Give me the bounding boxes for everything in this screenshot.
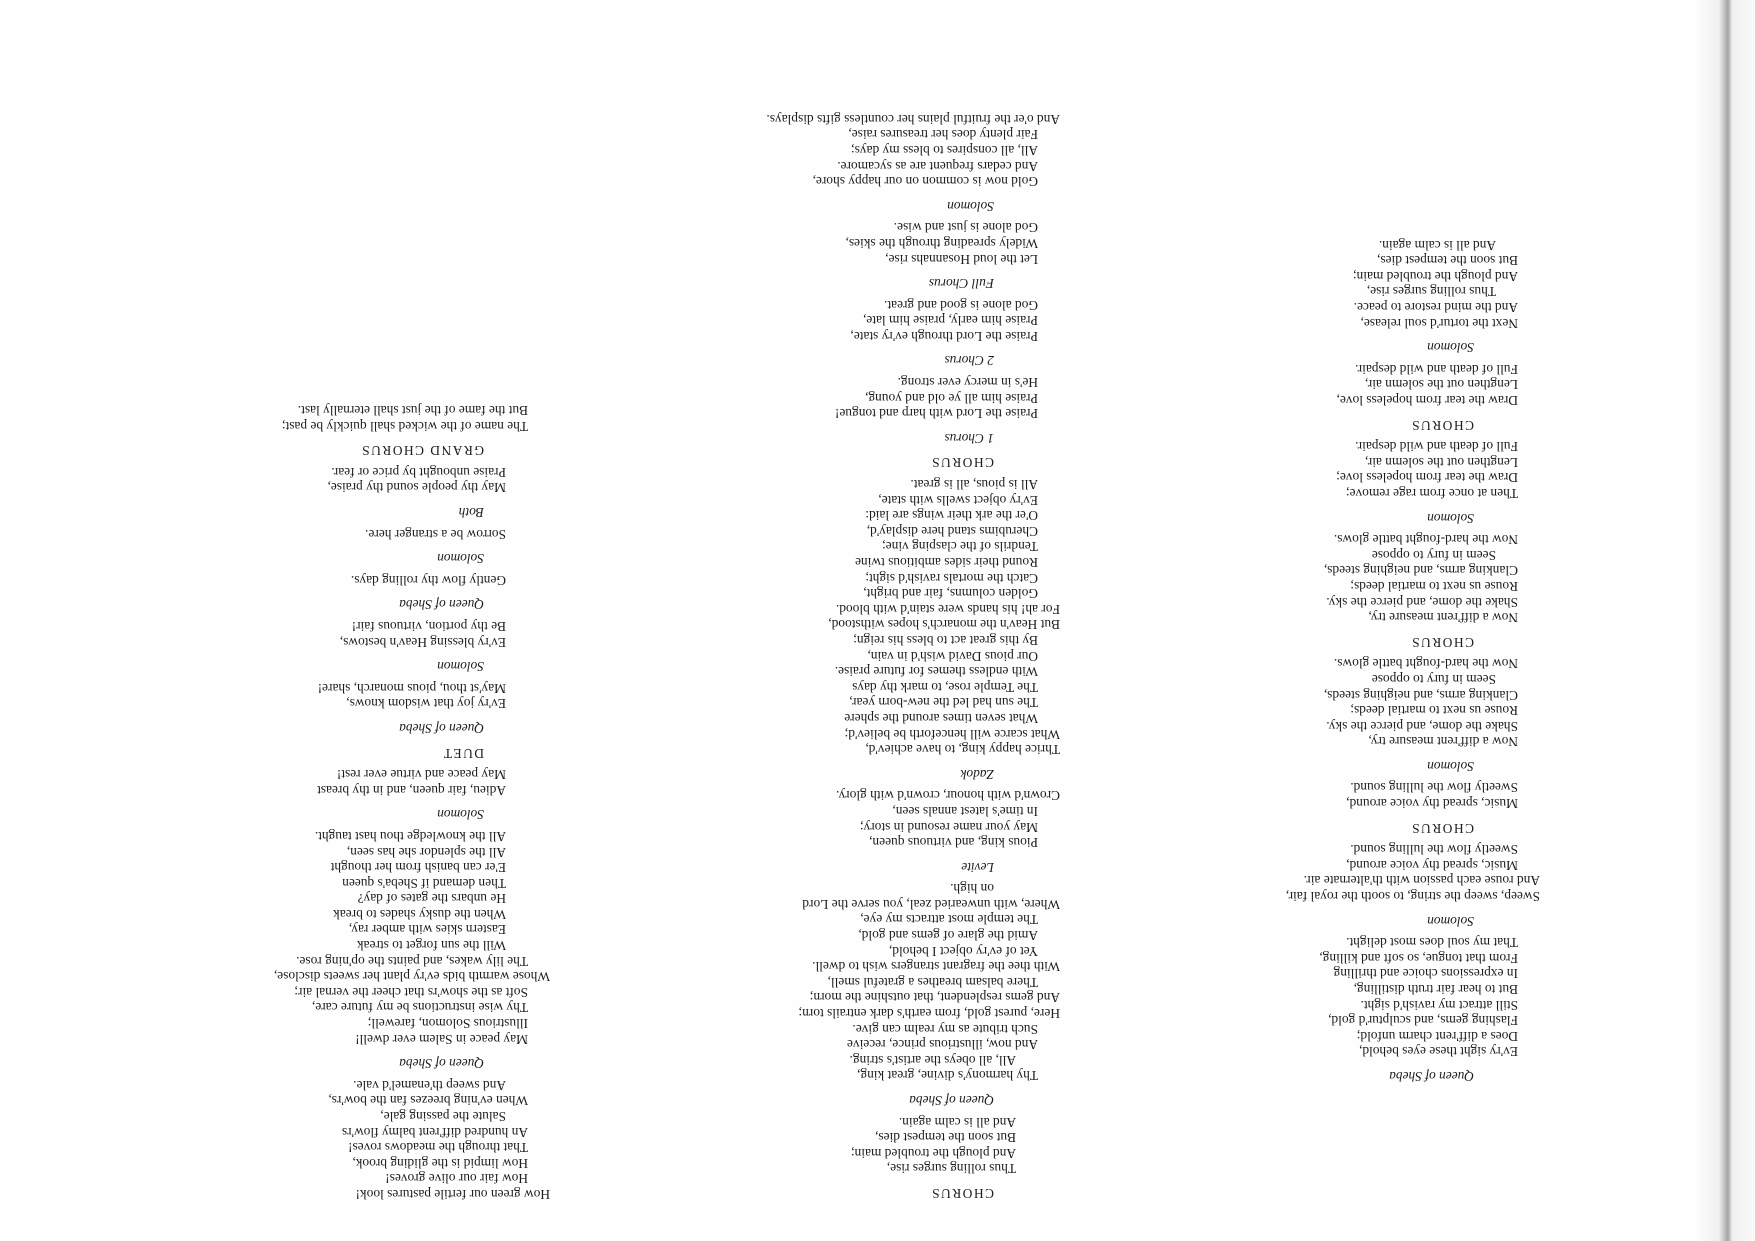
- verse-line: Be thy portion, virtuous fair!: [351, 619, 506, 634]
- verse-line: The name of the wicked shall quickly be past;: [281, 418, 528, 434]
- speaker-heading: Solomon: [947, 198, 994, 214]
- verse-line: All the knowledge thou hast taught.: [314, 828, 506, 844]
- verse-line: Music, spread thy voice around,: [1346, 857, 1518, 873]
- verse-line: An hundred diff'rent balmy flow'rs: [341, 1124, 528, 1140]
- verse-line: And plough the troubled main;: [850, 1145, 1016, 1161]
- verse-line: But Heav'n the monarch's hopes withstood,: [828, 617, 1060, 633]
- speaker-heading: Solomon: [1427, 913, 1474, 929]
- verse-line: What seven times around the sphere: [844, 710, 1038, 726]
- verse-line: In expressions choice and thrilling: [1333, 966, 1518, 982]
- verse-line: Ev'ry sight these eyes behold,: [1359, 1044, 1518, 1060]
- verse-line: He unbars the gates of day?: [357, 891, 506, 907]
- verse-line: Flashing gems, and sculptur'd gold,: [1328, 1013, 1518, 1029]
- verse-line: May'st thou, pious monarch, share!: [317, 680, 506, 696]
- verse-line: He's in mercy ever strong.: [897, 375, 1038, 391]
- verse-line: Seem in fury to oppose: [1371, 547, 1496, 563]
- libretto-column-right: [274, 402, 550, 1202]
- verse-line: Draw the tear from hopeless love;: [1336, 470, 1518, 486]
- verse-line: When the dusky shades to break: [333, 906, 506, 922]
- speaker-heading: Full Chorus: [928, 276, 994, 292]
- verse-line: O'er the ark their wings are laid:: [865, 508, 1038, 524]
- speaker-heading: Solomon: [437, 807, 484, 823]
- verse-line: And plough the troubled main;: [1352, 268, 1518, 284]
- verse-line: Our pious David wish'd in vain,: [867, 648, 1038, 664]
- verse-line: Here, purest gold, from earth's dark entrails torn;: [798, 1006, 1060, 1022]
- verse-line: For ah! his hands were stain'd with blood.: [835, 601, 1060, 617]
- section-heading: CHORUS: [930, 1186, 994, 1201]
- verse-line: But the fame of the just shall eternally last.: [297, 403, 528, 419]
- verse-line: May your name resound in story;: [859, 819, 1038, 835]
- verse-line: Lengthen out the solemn air,: [1364, 377, 1518, 393]
- verse-line: Sweep, sweep the string, to sooth the royal fair,: [1285, 889, 1540, 905]
- verse-line: Fair plenty does her treasures raise,: [848, 127, 1038, 143]
- verse-line: The lily wakes, and paints the op'ning rose.: [296, 953, 528, 969]
- verse-line: Draw the tear from hopeless love,: [1336, 393, 1518, 409]
- verse-line: Praise him all ye old and young,: [865, 390, 1038, 406]
- verse-line: Praise unbought by price or fear.: [331, 464, 506, 480]
- speaker-heading: Queen of Sheba: [399, 1056, 484, 1072]
- verse-line: Rouse us next to martial deeds;: [1350, 578, 1518, 594]
- verse-line: Sorrow be a stranger here.: [365, 526, 506, 542]
- verse-line: The Temple rose, to mark thy days: [852, 679, 1038, 695]
- speaker-heading: Solomon: [1427, 340, 1474, 356]
- verse-line: Ev'ry object swells with state,: [878, 492, 1038, 508]
- verse-line: Whose warmth bids ev'ry plant her sweets disclose,: [273, 969, 550, 985]
- verse-line: Catch the mortals ravish'd sight;: [865, 570, 1038, 586]
- verse-line: Music, spread thy voice around,: [1346, 796, 1518, 812]
- speaker-heading: Solomon: [437, 659, 484, 675]
- verse-line: Cherubims stand here display'd,: [866, 523, 1038, 539]
- verse-line: Gold now is common on our happy shore,: [812, 174, 1038, 190]
- verse-line: When ev'ning breezes fan the bow'rs,: [328, 1093, 528, 1109]
- verse-line: Next the tortur'd soul release,: [1360, 315, 1518, 331]
- verse-line: With thee the fragrant strangers wish to dwell.: [812, 959, 1060, 975]
- verse-line: In time's latest annals seen,: [892, 803, 1038, 819]
- verse-line: Rouse us next to martial deeds;: [1350, 703, 1518, 719]
- verse-line: Clanking arms, and neighing steeds,: [1323, 687, 1518, 703]
- verse-line: How limpid is the gliding brook,: [352, 1155, 528, 1171]
- verse-line: Thy harmony's divine, great king,: [857, 1068, 1038, 1084]
- verse-line: And the mind restore to peace.: [1353, 300, 1518, 316]
- verse-line: Ev'ry blessing Heav'n bestows,: [339, 634, 506, 650]
- speaker-heading: Queen of Sheba: [399, 720, 484, 736]
- speaker-heading: 2 Chorus: [944, 353, 994, 369]
- verse-line: But soon the tempest dies,: [1377, 253, 1518, 269]
- verse-line: All the splendor she has seen,: [346, 844, 506, 860]
- verse-line: With endless themes for future praise.: [834, 664, 1038, 680]
- verse-line: By this great act to bless his reign;: [853, 633, 1038, 648]
- verse-line: All is pious, all is great.: [910, 477, 1038, 493]
- verse-line: That my soul does most delight.: [1346, 935, 1518, 951]
- verse-line: The temple most attracts my eye,: [860, 912, 1038, 928]
- verse-line: God alone is good and great.: [884, 297, 1038, 313]
- verse-line: May thy people sound thy praise,: [327, 480, 506, 496]
- speaker-heading: Solomon: [1427, 510, 1474, 526]
- libretto-column-left: [1286, 237, 1540, 1084]
- verse-line: Now a diff'rent measure try,: [1368, 610, 1518, 626]
- verse-line: Then demand if Sheba's queen: [342, 875, 506, 891]
- verse-line: Praise the Lord with harp and tongue!: [834, 406, 1038, 422]
- verse-line: But soon the tempest dies,: [875, 1130, 1016, 1146]
- verse-line: And all is calm again.: [898, 1114, 1016, 1130]
- verse-line: Soft as the show'rs that cheer the vernal air;: [294, 984, 528, 1000]
- verse-line: E'er can banish from her thought: [330, 860, 506, 876]
- verse-line: Gently flow thy rolling days.: [350, 572, 506, 588]
- section-heading: CHORUS: [1410, 417, 1474, 433]
- verse-line: From that tongue, so soft and killing,: [1319, 950, 1518, 966]
- verse-line: Widely spreading through the skies,: [845, 235, 1038, 251]
- verse-line: Crown'd with honour, crown'd with glory.: [836, 788, 1060, 804]
- verse-line: Illustrious Solomon, farewell;: [367, 1016, 528, 1032]
- verse-line: Sweetly flow the lulling sound.: [1350, 842, 1518, 858]
- verse-line: And all is calm again.: [1378, 237, 1496, 253]
- verse-line: God alone is just and wise.: [893, 220, 1038, 236]
- speaker-heading: Queen of Sheba: [909, 1093, 994, 1109]
- verse-line: Thy wise instructions be my future care,: [311, 1000, 528, 1016]
- verse-line: Shake the dome, and pierce the sky.: [1326, 718, 1518, 734]
- verse-line: Shake the dome, and pierce the sky.: [1326, 594, 1518, 610]
- verse-line: And cedars frequent are as sycamore.: [837, 158, 1038, 174]
- verse-line: And sweep th'enamel'd vale.: [353, 1077, 506, 1093]
- verse-line: Ev'ry joy that wisdom knows,: [346, 696, 506, 712]
- verse-line: Eastern skies with amber ray,: [348, 922, 506, 938]
- verse-line: Yet of ev'ry object I behold,: [888, 943, 1038, 959]
- verse-line: Still attract my ravish'd sight.: [1360, 997, 1518, 1013]
- verse-line: All, all conspires to bless my days;: [850, 142, 1038, 158]
- speaker-heading: 1 Chorus: [944, 430, 994, 446]
- verse-line: And gems resplendent, that outshine the morn;: [809, 990, 1060, 1006]
- verse-line: Clanking arms, and neighing steeds,: [1323, 563, 1518, 579]
- verse-line: Let the loud Hosannahs rise,: [885, 251, 1038, 267]
- verse-line: Sweetly flow the lulling sound.: [1350, 780, 1518, 796]
- verse-line: Where, with unwearied zeal, you serve the Lord: [802, 896, 1060, 912]
- verse-line: Full of death and wild despair.: [1355, 361, 1518, 377]
- verse-line: How fair our olive groves!: [385, 1171, 528, 1187]
- verse-line: Lengthen out the solemn air,: [1364, 454, 1518, 470]
- verse-line: on high.: [950, 881, 994, 897]
- page-fold-shadow: [1695, 0, 1755, 1241]
- verse-line: Does a diff'rent charm unfold;: [1356, 1028, 1518, 1044]
- verse-line: Pious king, and virtuous queen,: [869, 835, 1038, 851]
- speaker-heading: Queen of Sheba: [1389, 1069, 1474, 1084]
- section-heading: CHORUS: [930, 455, 994, 471]
- verse-line: Now the hard-fought battle glows.: [1333, 656, 1518, 672]
- section-heading: DUET: [442, 745, 484, 761]
- verse-line: May peace and virtue ever rest!: [336, 767, 506, 783]
- speaker-heading: Both: [458, 505, 484, 521]
- verse-line: Now a diff'rent measure try,: [1368, 734, 1518, 750]
- verse-line: Adieu, fair queen, and in thy breast: [317, 782, 506, 798]
- verse-line: And rouse each passion with th'alternate air.: [1303, 873, 1540, 889]
- verse-line: Round their sides ambitious twine: [855, 555, 1038, 571]
- verse-line: Full of death and wild despair.: [1355, 439, 1518, 455]
- section-heading: CHORUS: [1410, 634, 1474, 650]
- verse-line: Tendrils of the clasping vine;: [882, 539, 1038, 555]
- verse-line: Thus rolling surges rise,: [886, 1161, 1016, 1177]
- verse-line: Golden columns, fair and bright,: [863, 586, 1038, 602]
- verse-line: All, all obeys the artist's string.: [849, 1052, 1016, 1068]
- verse-line: And now, illustrious prince, receive: [846, 1037, 1038, 1053]
- section-heading: CHORUS: [1410, 820, 1474, 836]
- verse-line: Amid the glare of gems and gold,: [858, 928, 1038, 944]
- verse-line: That through the meadows roves!: [348, 1140, 528, 1156]
- speaker-heading: Solomon: [437, 551, 484, 567]
- verse-line: Now the hard-fought battle glows.: [1333, 532, 1518, 548]
- verse-line: Such tribute as my realm can give.: [852, 1021, 1038, 1037]
- verse-line: But to hear fair truth distilling,: [1353, 982, 1518, 998]
- speaker-heading: Zadok: [960, 766, 994, 782]
- verse-line: Praise him early, praise him late,: [862, 313, 1038, 329]
- speaker-heading: Solomon: [1427, 758, 1474, 774]
- verse-line: Thus rolling surges rise,: [1366, 284, 1496, 300]
- verse-line: Praise the Lord through ev'ry state,: [850, 328, 1038, 344]
- verse-line: There balsam breathes a grateful smell,: [827, 974, 1038, 990]
- verse-line: Salute the passing gale,: [380, 1109, 506, 1125]
- verse-line: The sun had led the new-born year,: [849, 695, 1038, 711]
- verse-line: Thrice happy king, to have achiev'd,: [865, 742, 1060, 758]
- verse-line: And o'er the fruitful plains her countless gifts displays.: [766, 111, 1060, 127]
- verse-line: How green our fertile pastures look!: [355, 1187, 550, 1202]
- verse-line: May peace in Salem ever dwell!: [355, 1031, 528, 1047]
- libretto-column-middle: [766, 111, 1060, 1201]
- verse-line: Seem in fury to oppose: [1371, 671, 1496, 687]
- verse-line: Will the sun forget to streak: [356, 938, 506, 954]
- verse-line: What scarce will henceforth be believ'd;: [844, 726, 1060, 742]
- verse-line: Then at once from rage remove;: [1345, 486, 1518, 501]
- section-heading: GRAND CHORUS: [360, 443, 484, 459]
- speaker-heading: Queen of Sheba: [399, 597, 484, 613]
- speaker-heading: Levite: [961, 859, 994, 875]
